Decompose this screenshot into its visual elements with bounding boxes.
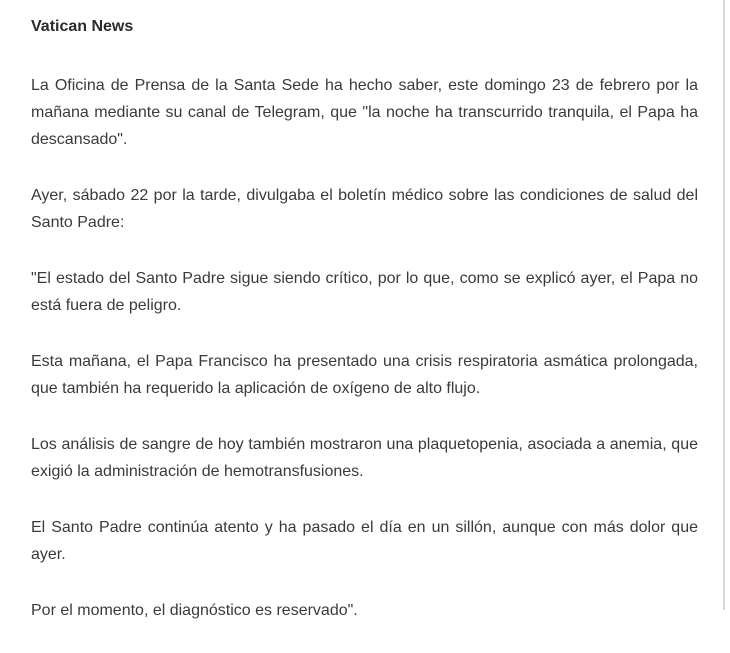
post-body: [31, 72, 698, 653]
paragraph-bulletin-intro: Ayer, sábado 22 por la tarde, divulgaba el boletín médico sobre las condiciones de salud del Santo Padre:: [31, 187, 698, 231]
paragraph-quote-condition: El Santo Padre continúa atento y ha pasado el día en un sillón, aunque con más dolor que ayer.: [31, 519, 698, 563]
paragraph-quote-crisis: Esta mañana, el Papa Francisco ha presentado una crisis respiratoria asmática prolongada, que también ha requerido la aplicación de oxígeno de alto flujo.: [31, 353, 698, 397]
paragraph-quote-analysis: Los análisis de sangre de hoy también mostraron una plaquetopenia, asociada a anemia, que exigió la administración de hemotransfusiones.: [31, 436, 698, 480]
paragraph-quote-diagnosis: Por el momento, el diagnóstico es reservado".: [31, 602, 358, 619]
paragraph-intro: La Oficina de Prensa de la Santa Sede ha hecho saber, este domingo 23 de febrero por la mañana mediante su canal de Telegram, que "la noche ha transcurrido tranquila, el Papa ha descansado".: [31, 77, 698, 148]
post-source: Vatican News: [31, 18, 134, 35]
paragraph-quote-status: "El estado del Santo Padre sigue siendo crítico, por lo que, como se explicó ayer, el Papa no está fuera de peligro.: [31, 270, 698, 314]
